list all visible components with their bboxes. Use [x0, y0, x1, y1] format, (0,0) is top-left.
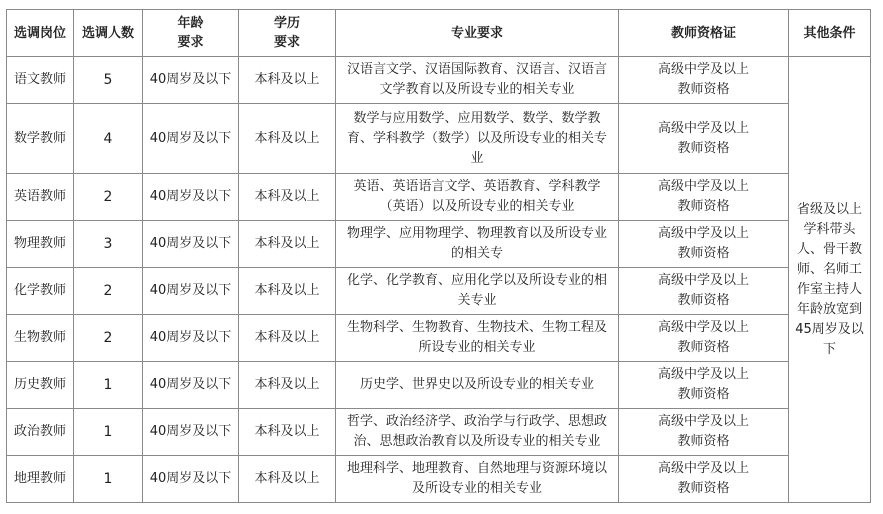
certificate-cell: 高级中学及以上 教师资格 — [619, 268, 789, 315]
table-row — [7, 57, 871, 104]
major-cell: 数学与应用数学、应用数学、数学、数学教育、学科教学（数学）以及所设专业的相关专业 — [336, 104, 619, 174]
header-age: 年龄 要求 — [143, 10, 239, 57]
age-cell: 40周岁及以下 — [143, 221, 239, 268]
count-cell: 1 — [74, 409, 143, 456]
major-cell: 英语、英语语言文学、英语教育、学科教学（英语）以及所设专业的相关专业 — [336, 174, 619, 221]
table-row — [7, 315, 871, 362]
other-conditions-cell: 省级及以上学科带头人、骨干教师、名师工作室主持人年龄放宽到45周岁及以下 — [789, 57, 871, 503]
age-cell: 40周岁及以下 — [143, 268, 239, 315]
table-row — [7, 409, 871, 456]
age-cell: 40周岁及以下 — [143, 104, 239, 174]
count-cell: 3 — [74, 221, 143, 268]
table-body — [7, 57, 871, 503]
certificate-cell: 高级中学及以上 教师资格 — [619, 409, 789, 456]
count-cell: 2 — [74, 174, 143, 221]
header-education: 学历 要求 — [239, 10, 336, 57]
education-cell: 本科及以上 — [239, 362, 336, 409]
header-row — [7, 10, 871, 57]
certificate-cell: 高级中学及以上 教师资格 — [619, 57, 789, 104]
certificate-cell: 高级中学及以上 教师资格 — [619, 315, 789, 362]
certificate-cell: 高级中学及以上 教师资格 — [619, 362, 789, 409]
age-cell: 40周岁及以下 — [143, 362, 239, 409]
table-row — [7, 104, 871, 174]
certificate-cell: 高级中学及以上 教师资格 — [619, 174, 789, 221]
position-cell: 物理教师 — [7, 221, 74, 268]
age-cell: 40周岁及以下 — [143, 409, 239, 456]
count-cell: 5 — [74, 57, 143, 104]
age-cell: 40周岁及以下 — [143, 57, 239, 104]
table-row — [7, 456, 871, 503]
table-row — [7, 221, 871, 268]
education-cell: 本科及以上 — [239, 174, 336, 221]
header-certificate: 教师资格证 — [619, 10, 789, 57]
position-cell: 数学教师 — [7, 104, 74, 174]
count-cell: 2 — [74, 268, 143, 315]
age-cell: 40周岁及以下 — [143, 315, 239, 362]
major-cell: 历史学、世界史以及所设专业的相关专业 — [336, 362, 619, 409]
major-cell: 生物科学、生物教育、生物技术、生物工程及所设专业的相关专业 — [336, 315, 619, 362]
certificate-cell: 高级中学及以上 教师资格 — [619, 104, 789, 174]
count-cell: 1 — [74, 362, 143, 409]
education-cell: 本科及以上 — [239, 104, 336, 174]
position-cell: 生物教师 — [7, 315, 74, 362]
age-cell: 40周岁及以下 — [143, 174, 239, 221]
age-cell: 40周岁及以下 — [143, 456, 239, 503]
header-major: 专业要求 — [336, 10, 619, 57]
position-cell: 英语教师 — [7, 174, 74, 221]
education-cell: 本科及以上 — [239, 409, 336, 456]
position-cell: 地理教师 — [7, 456, 74, 503]
header-other: 其他条件 — [789, 10, 871, 57]
major-cell: 汉语言文学、汉语国际教育、汉语言、汉语言文学教育以及所设专业的相关专业 — [336, 57, 619, 104]
education-cell: 本科及以上 — [239, 268, 336, 315]
position-cell: 语文教师 — [7, 57, 74, 104]
certificate-cell: 高级中学及以上 教师资格 — [619, 221, 789, 268]
position-cell: 化学教师 — [7, 268, 74, 315]
count-cell: 2 — [74, 315, 143, 362]
major-cell: 物理学、应用物理学、物理教育以及所设专业的相关专 — [336, 221, 619, 268]
major-cell: 地理科学、地理教育、自然地理与资源环境以及所设专业的相关专业 — [336, 456, 619, 503]
recruitment-table — [6, 9, 871, 503]
count-cell: 4 — [74, 104, 143, 174]
major-cell: 哲学、政治经济学、政治学与行政学、思想政治、思想政治教育以及所设专业的相关专业 — [336, 409, 619, 456]
table-row — [7, 362, 871, 409]
major-cell: 化学、化学教育、应用化学以及所设专业的相关专业 — [336, 268, 619, 315]
count-cell: 1 — [74, 456, 143, 503]
header-count: 选调人数 — [74, 10, 143, 57]
position-cell: 历史教师 — [7, 362, 74, 409]
education-cell: 本科及以上 — [239, 221, 336, 268]
certificate-cell: 高级中学及以上 教师资格 — [619, 456, 789, 503]
education-cell: 本科及以上 — [239, 456, 336, 503]
header-position: 选调岗位 — [7, 10, 74, 57]
education-cell: 本科及以上 — [239, 57, 336, 104]
position-cell: 政治教师 — [7, 409, 74, 456]
education-cell: 本科及以上 — [239, 315, 336, 362]
table-row — [7, 174, 871, 221]
table-row — [7, 268, 871, 315]
